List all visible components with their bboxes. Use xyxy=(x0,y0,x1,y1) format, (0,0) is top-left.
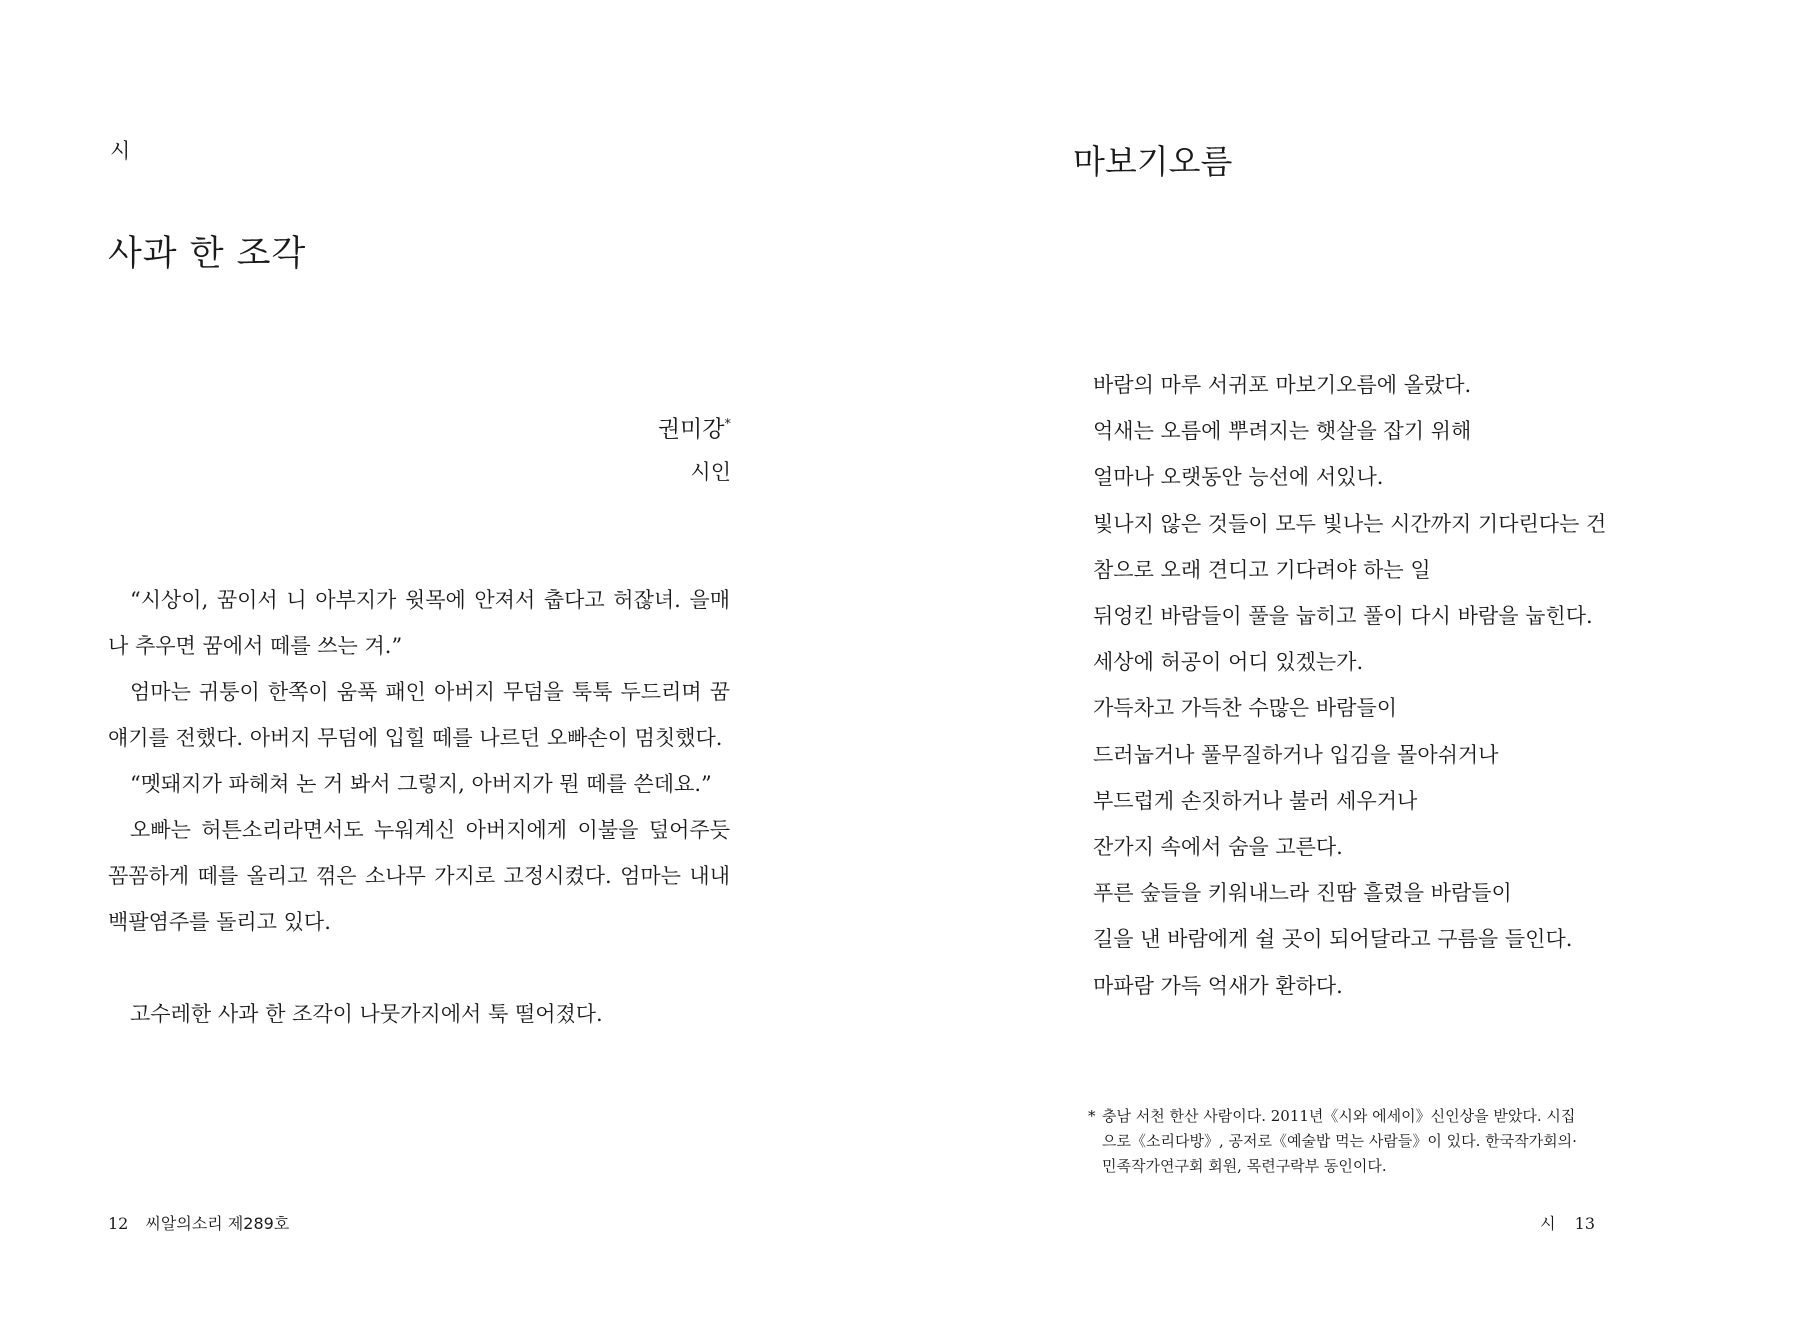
verse-line: 빛나지 않은 것들이 모두 빛나는 시간까지 기다린다는 건 xyxy=(1093,511,1607,536)
page-footer-right xyxy=(1540,1211,1595,1234)
verse-line: 길을 낸 바람에게 쉴 곳이 되어달라고 구름을 들인다. xyxy=(1093,927,1573,952)
prose-paragraph: “멧돼지가 파헤쳐 논 거 봐서 그렇지, 아버지가 뭔 떼를 쓴데요.” xyxy=(130,772,712,796)
poem-body xyxy=(108,577,730,1037)
verse-line: 얼마나 오랫동안 능선에 서있나. xyxy=(1093,465,1384,490)
verse-line: 부드럽게 손짓하거나 불러 세우거나 xyxy=(1093,788,1418,813)
right-page xyxy=(897,0,1795,1329)
verse-line: 마파람 가득 억새가 환하다. xyxy=(1093,973,1343,998)
author-role: 시인 xyxy=(690,459,731,484)
verse-line: 참으로 오래 견디고 기다려야 하는 일 xyxy=(1093,557,1431,582)
verse-line: 억새는 오름에 뿌려지는 햇살을 잡기 위해 xyxy=(1093,419,1472,444)
author-footnote xyxy=(1088,1104,1584,1179)
prose-paragraph: 오빠는 허튼소리라면서도 누워계신 아버지에게 이불을 덮어주듯 꼼꼼하게 떼를 올리고 꺾은 소나무 가지로 고정시켰다. 엄마는 내내 백팔염주를 돌리고 있다. xyxy=(108,818,730,934)
verse-line: 푸른 숲들을 키워내느라 진땀 흘렸을 바람들이 xyxy=(1093,881,1512,906)
page-footer-left xyxy=(108,1211,289,1234)
poem-title: 사과 한 조각 xyxy=(108,234,307,274)
stanza-gap xyxy=(108,945,730,991)
poem-verse xyxy=(1093,362,1606,1009)
prose-paragraph: 고수레한 사과 한 조각이 나뭇가지에서 툭 떨어졌다. xyxy=(130,1002,603,1026)
verse-line: 뒤엉킨 바람들이 풀을 눕히고 풀이 다시 바람을 눕힌다. xyxy=(1093,604,1593,629)
footnote-text: 충남 서천 한산 사람이다. 2011년《시와 에세이》신인상을 받았다. 시집으로《소리다방》, 공저로《예술밥 먹는 사람들》이 있다. 한국작가회의·민족작가연구회 회원, 목련구락부 동인이다. xyxy=(1102,1107,1577,1175)
verse-line: 바람의 마루 서귀포 마보기오름에 올랐다. xyxy=(1093,373,1472,397)
verse-line: 잔가지 속에서 숨을 고른다. xyxy=(1093,835,1343,860)
page-number: 12 xyxy=(108,1214,129,1233)
verse-line: 세상에 허공이 어디 있겠는가. xyxy=(1093,650,1364,675)
magazine-issue: 씨알의소리 제289호 xyxy=(145,1214,290,1233)
section-label: 시 xyxy=(110,139,131,163)
author-name: 권미강* xyxy=(657,416,731,443)
page-number: 13 xyxy=(1574,1214,1595,1233)
left-page xyxy=(0,0,897,1329)
footnote-mark: * xyxy=(724,417,731,432)
author-block xyxy=(658,410,731,487)
footnote-mark: * xyxy=(1088,1107,1096,1125)
poem-title: 마보기오름 xyxy=(1073,142,1233,181)
verse-line: 가득차고 가득찬 수많은 바람들이 xyxy=(1093,696,1398,721)
prose-paragraph: 엄마는 귀퉁이 한쪽이 움푹 패인 아버지 무덤을 툭툭 두드리며 꿈얘기를 전했다. 아버지 무덤에 입힐 떼를 나르던 오빠손이 멈칫했다. xyxy=(108,680,730,750)
section-label: 시 xyxy=(1540,1214,1556,1233)
verse-line: 드러눕거나 풀무질하거나 입김을 몰아쉬거나 xyxy=(1093,742,1499,767)
prose-paragraph: “시상이, 꿈이서 니 아부지가 윗목에 안져서 춥다고 허잖녀. 을매나 추우면 꿈에서 떼를 쓰는 겨.” xyxy=(108,588,730,658)
